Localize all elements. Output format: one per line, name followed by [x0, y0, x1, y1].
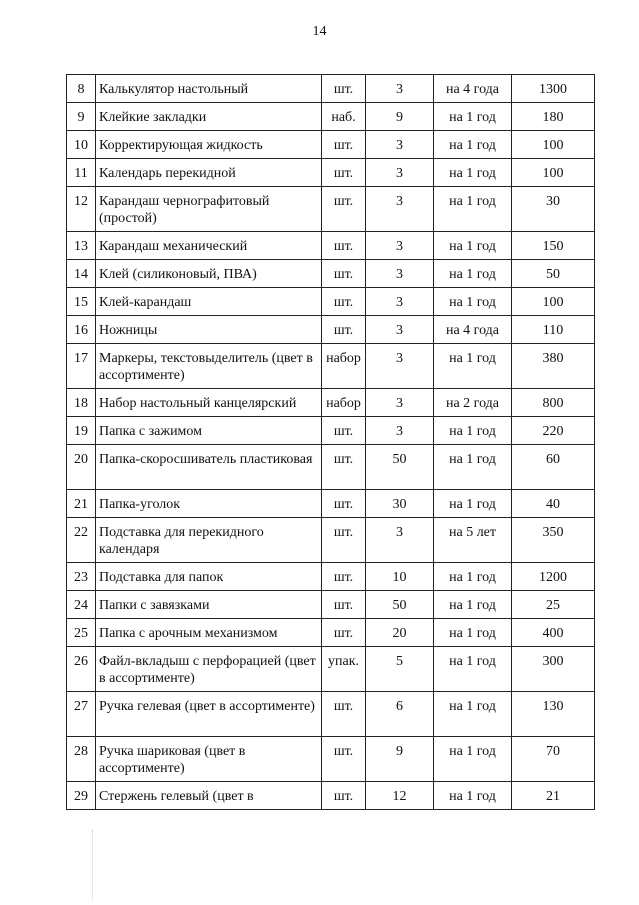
row-number: 15	[67, 288, 96, 316]
item-name: Файл-вкладыш с перфорацией (цвет в ассортименте)	[96, 647, 322, 692]
item-price: 300	[512, 647, 595, 692]
item-price: 150	[512, 232, 595, 260]
table-row	[67, 737, 595, 782]
table-row	[67, 647, 595, 692]
item-unit: набор	[322, 344, 366, 389]
row-number: 29	[67, 782, 96, 810]
table-row	[67, 232, 595, 260]
item-unit: упак.	[322, 647, 366, 692]
item-name: Папка-скоросшиватель пластиковая	[96, 445, 322, 490]
item-quantity: 3	[366, 232, 434, 260]
item-unit: шт.	[322, 75, 366, 103]
row-number: 12	[67, 187, 96, 232]
item-unit: шт.	[322, 782, 366, 810]
row-number: 16	[67, 316, 96, 344]
item-unit: шт.	[322, 518, 366, 563]
item-name: Подставка для перекидного календаря	[96, 518, 322, 563]
item-name: Ручка шариковая (цвет в ассортименте)	[96, 737, 322, 782]
item-price: 130	[512, 692, 595, 737]
item-term: на 1 год	[434, 737, 512, 782]
row-number: 18	[67, 389, 96, 417]
item-term: на 1 год	[434, 288, 512, 316]
item-quantity: 3	[366, 344, 434, 389]
item-term: на 1 год	[434, 563, 512, 591]
item-term: на 1 год	[434, 344, 512, 389]
item-name: Калькулятор настольный	[96, 75, 322, 103]
row-number: 21	[67, 490, 96, 518]
row-number: 14	[67, 260, 96, 288]
item-price: 350	[512, 518, 595, 563]
item-name: Папка-уголок	[96, 490, 322, 518]
item-name: Маркеры, текстовыделитель (цвет в ассортименте)	[96, 344, 322, 389]
supplies-table	[66, 74, 595, 810]
item-quantity: 5	[366, 647, 434, 692]
row-number: 22	[67, 518, 96, 563]
table-row	[67, 692, 595, 737]
table-row	[67, 344, 595, 389]
table-row	[67, 490, 595, 518]
table-row	[67, 288, 595, 316]
item-price: 400	[512, 619, 595, 647]
item-quantity: 3	[366, 75, 434, 103]
item-unit: шт.	[322, 260, 366, 288]
item-unit: шт.	[322, 619, 366, 647]
item-quantity: 20	[366, 619, 434, 647]
item-term: на 5 лет	[434, 518, 512, 563]
item-unit: шт.	[322, 737, 366, 782]
table-row	[67, 131, 595, 159]
table-row	[67, 159, 595, 187]
item-quantity: 3	[366, 389, 434, 417]
item-quantity: 12	[366, 782, 434, 810]
item-price: 180	[512, 103, 595, 131]
row-number: 8	[67, 75, 96, 103]
item-price: 25	[512, 591, 595, 619]
item-name: Подставка для папок	[96, 563, 322, 591]
item-unit: наб.	[322, 103, 366, 131]
row-number: 19	[67, 417, 96, 445]
table-row	[67, 417, 595, 445]
table-body	[67, 75, 595, 810]
item-quantity: 9	[366, 737, 434, 782]
item-term: на 1 год	[434, 782, 512, 810]
item-unit: шт.	[322, 187, 366, 232]
item-price: 50	[512, 260, 595, 288]
row-number: 17	[67, 344, 96, 389]
table-row	[67, 782, 595, 810]
item-price: 1200	[512, 563, 595, 591]
item-price: 30	[512, 187, 595, 232]
item-price: 1300	[512, 75, 595, 103]
item-quantity: 3	[366, 159, 434, 187]
item-term: на 2 года	[434, 389, 512, 417]
item-name: Ножницы	[96, 316, 322, 344]
item-name: Стержень гелевый (цвет в	[96, 782, 322, 810]
item-unit: шт.	[322, 591, 366, 619]
item-quantity: 6	[366, 692, 434, 737]
item-term: на 1 год	[434, 103, 512, 131]
item-quantity: 9	[366, 103, 434, 131]
item-price: 70	[512, 737, 595, 782]
item-name: Клей-карандаш	[96, 288, 322, 316]
item-unit: шт.	[322, 490, 366, 518]
item-name: Корректирующая жидкость	[96, 131, 322, 159]
item-price: 380	[512, 344, 595, 389]
item-quantity: 3	[366, 417, 434, 445]
margin-line	[92, 830, 93, 900]
item-term: на 1 год	[434, 159, 512, 187]
item-term: на 1 год	[434, 131, 512, 159]
item-unit: шт.	[322, 316, 366, 344]
table-row	[67, 103, 595, 131]
item-name: Папки с завязками	[96, 591, 322, 619]
item-quantity: 3	[366, 187, 434, 232]
item-name: Карандаш механический	[96, 232, 322, 260]
item-quantity: 50	[366, 445, 434, 490]
item-quantity: 3	[366, 316, 434, 344]
item-name: Карандаш чернографитовый (простой)	[96, 187, 322, 232]
item-quantity: 30	[366, 490, 434, 518]
item-term: на 1 год	[434, 692, 512, 737]
item-quantity: 3	[366, 131, 434, 159]
item-unit: шт.	[322, 288, 366, 316]
item-quantity: 10	[366, 563, 434, 591]
item-unit: шт.	[322, 445, 366, 490]
row-number: 20	[67, 445, 96, 490]
item-term: на 1 год	[434, 619, 512, 647]
item-term: на 1 год	[434, 445, 512, 490]
item-price: 100	[512, 131, 595, 159]
item-unit: шт.	[322, 232, 366, 260]
table-row	[67, 316, 595, 344]
item-unit: шт.	[322, 159, 366, 187]
row-number: 26	[67, 647, 96, 692]
item-term: на 1 год	[434, 490, 512, 518]
table-row	[67, 563, 595, 591]
table-row	[67, 445, 595, 490]
row-number: 10	[67, 131, 96, 159]
item-price: 21	[512, 782, 595, 810]
item-price: 100	[512, 159, 595, 187]
item-price: 110	[512, 316, 595, 344]
item-name: Ручка гелевая (цвет в ассортименте)	[96, 692, 322, 737]
item-price: 40	[512, 490, 595, 518]
row-number: 9	[67, 103, 96, 131]
table-row	[67, 518, 595, 563]
item-unit: шт.	[322, 563, 366, 591]
page-number: 14	[312, 24, 327, 39]
table-row	[67, 591, 595, 619]
item-name: Папка с зажимом	[96, 417, 322, 445]
table-row	[67, 260, 595, 288]
item-price: 60	[512, 445, 595, 490]
item-name: Набор настольный канцелярский	[96, 389, 322, 417]
row-number: 11	[67, 159, 96, 187]
table-row	[67, 619, 595, 647]
item-name: Клейкие закладки	[96, 103, 322, 131]
item-quantity: 3	[366, 260, 434, 288]
item-unit: шт.	[322, 417, 366, 445]
table-row	[67, 187, 595, 232]
item-term: на 4 года	[434, 75, 512, 103]
item-term: на 1 год	[434, 232, 512, 260]
row-number: 24	[67, 591, 96, 619]
item-quantity: 50	[366, 591, 434, 619]
item-term: на 1 год	[434, 647, 512, 692]
row-number: 23	[67, 563, 96, 591]
item-term: на 1 год	[434, 187, 512, 232]
row-number: 25	[67, 619, 96, 647]
item-name: Календарь перекидной	[96, 159, 322, 187]
table-row	[67, 389, 595, 417]
row-number: 13	[67, 232, 96, 260]
item-name: Папка с арочным механизмом	[96, 619, 322, 647]
item-unit: набор	[322, 389, 366, 417]
item-term: на 1 год	[434, 417, 512, 445]
item-name: Клей (силиконовый, ПВА)	[96, 260, 322, 288]
item-term: на 4 года	[434, 316, 512, 344]
item-quantity: 3	[366, 288, 434, 316]
item-unit: шт.	[322, 131, 366, 159]
item-price: 220	[512, 417, 595, 445]
table-row	[67, 75, 595, 103]
row-number: 27	[67, 692, 96, 737]
item-price: 100	[512, 288, 595, 316]
row-number: 28	[67, 737, 96, 782]
item-term: на 1 год	[434, 591, 512, 619]
item-quantity: 3	[366, 518, 434, 563]
item-unit: шт.	[322, 692, 366, 737]
item-price: 800	[512, 389, 595, 417]
item-term: на 1 год	[434, 260, 512, 288]
